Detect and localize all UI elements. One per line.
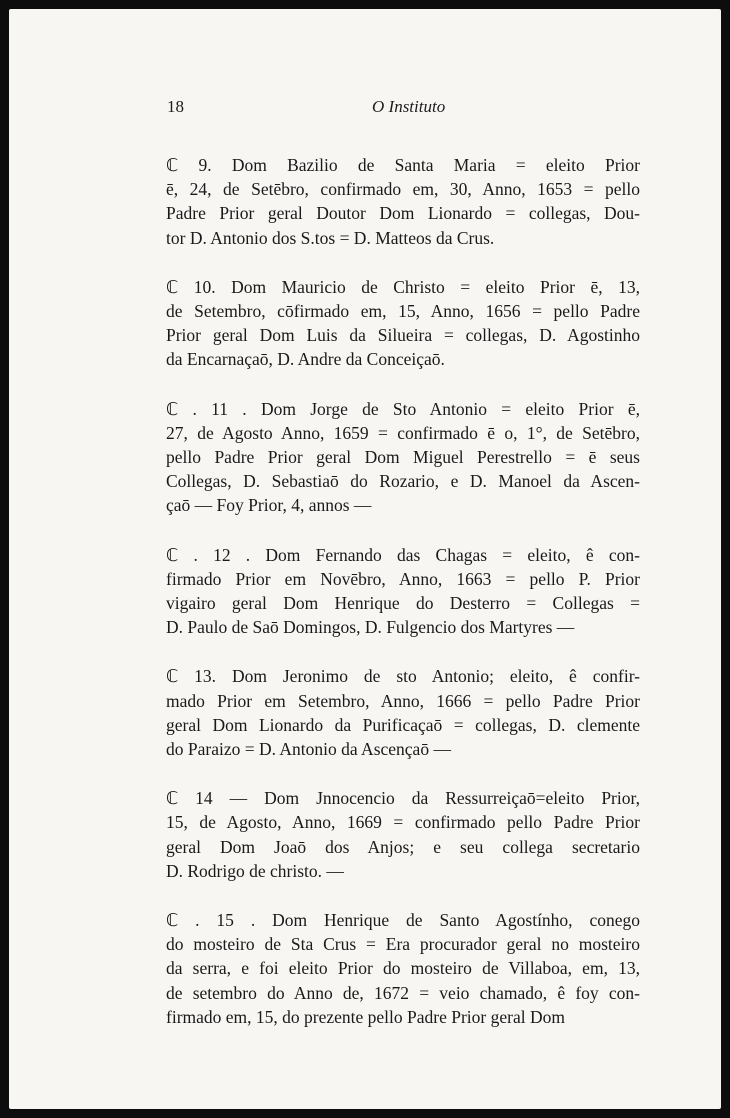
entry-paragraph [166,786,640,883]
text-line: Collegas, D. Sebastiaō do Rozario, e D. Manoel da Ascen- [166,471,640,492]
text-line: Padre Prior geral Doutor Dom Lionardo = collegas, Dou- [166,203,640,224]
text-line: ℂ . 11 . Dom Jorge de Sto Antonio = eleito Prior ē, [166,398,640,419]
entry-paragraph [166,275,640,372]
text-line: çaō — Foy Prior, 4, annos — [166,495,372,516]
text-line: firmado em, 15, do prezente pello Padre Prior geral Dom [166,1006,565,1027]
text-line: de Setembro, cōfirmado em, 15, Anno, 1656 = pello Padre [166,301,640,322]
running-head [167,97,657,121]
text-line: Prior geral Dom Luis da Silueira = collegas, D. Agostinho [166,325,640,346]
text-line: 27, de Agosto Anno, 1659 = confirmado ē o, 1°, de Setēbro, [166,422,640,443]
text-line: ℂ . 12 . Dom Fernando das Chagas = eleito, ê con- [166,544,640,565]
page-number: 18 [167,97,184,116]
entry-paragraph [166,153,640,250]
text-line: 15, de Agosto, Anno, 1669 = confirmado pello Padre Prior [166,812,640,833]
text-line: tor D. Antonio dos S.tos = D. Matteos da Crus. [166,227,495,248]
text-line: mado Prior em Setembro, Anno, 1666 = pello Padre Prior [166,690,640,711]
text-line: ℂ . 15 . Dom Henrique de Santo Agostínho, conego [166,910,640,931]
text-line: vigairo geral Dom Henrique do Desterro = Collegas = [166,593,640,614]
text-line: ē, 24, de Setēbro, confirmado em, 30, Anno, 1653 = pello [166,179,640,200]
text-line: da serra, e foi eleito Prior do mosteiro de Villaboa, em, 13, [166,958,640,979]
text-line: D. Paulo de Saō Domingos, D. Fulgencio dos Martyres — [166,617,575,638]
text-line: D. Rodrigo de christo. — [166,860,344,881]
text-line: firmado Prior em Novēbro, Anno, 1663 = pello P. Prior [166,568,640,589]
text-line: geral Dom Lionardo da Purificaçaō = collegas, D. clemente [166,714,640,735]
journal-title: O Instituto [372,97,446,116]
page-body [166,153,640,1054]
text-line: do mosteiro de Sta Crus = Era procurador geral no mosteiro [166,934,640,955]
entry-paragraph [166,908,640,1029]
text-line: ℂ 13. Dom Jeronimo de sto Antonio; eleito, ê confir- [166,666,640,687]
text-line: de setembro do Anno de, 1672 = veio chamado, ê foy con- [166,982,640,1003]
entry-paragraph [166,397,640,518]
text-line: ℂ 14 — Dom Jnnocencio da Ressurreiçaō=eleito Prior, [166,788,640,809]
entry-paragraph [166,543,640,640]
entry-paragraph [166,664,640,761]
text-line: do Paraizo = D. Antonio da Ascençaō — [166,739,451,760]
text-line: geral Dom Joaō dos Anjos; e seu collega secretario [166,836,640,857]
text-line: da Encarnaçaō, D. Andre da Conceiçaō. [166,349,445,370]
text-line: pello Padre Prior geral Dom Miguel Perestrello = ē seus [166,447,640,468]
text-line: ℂ 9. Dom Bazilio de Santa Maria = eleito Prior [166,155,640,175]
text-line: ℂ 10. Dom Mauricio de Christo = eleito Prior ē, 13, [166,276,640,297]
